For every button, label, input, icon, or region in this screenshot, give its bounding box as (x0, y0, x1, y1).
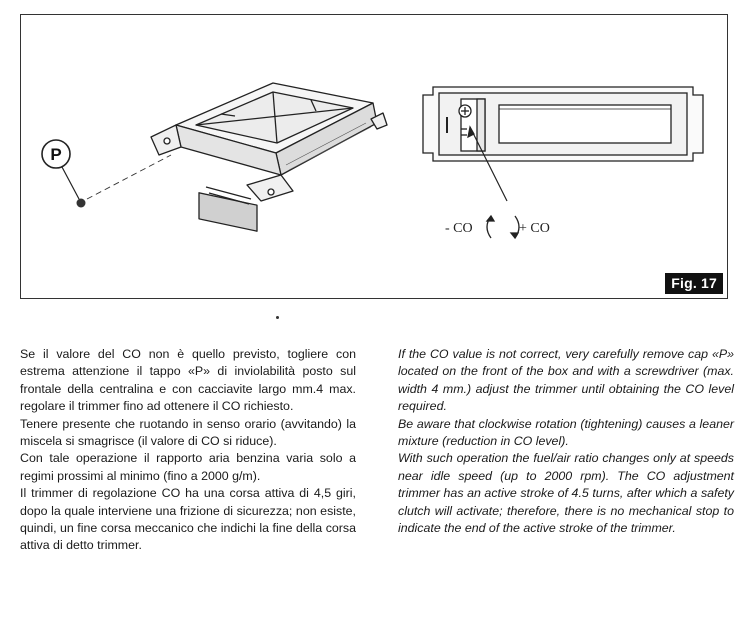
co-minus-label: - CO (445, 221, 473, 236)
figure-label: Fig. 17 (665, 273, 723, 294)
cap-p-callout (42, 140, 171, 208)
italian-paragraph: Tenere presente che ruotando in senso orario (avvitando) la miscela si smagrisce (il valore di CO si riduce). (20, 416, 356, 449)
cap-p-letter: P (50, 145, 62, 164)
front-panel-drawing (423, 87, 703, 161)
english-paragraph: Be aware that clockwise rotation (tightening) causes a leaner mixture (reduction in CO level). (398, 416, 734, 449)
rotation-icon (487, 216, 519, 238)
italian-paragraph: Il trimmer di regolazione CO ha una corsa attiva di 4,5 giri, dopo la quale interviene una frizione di sicurezza; non esiste, quindi, un fine corsa meccanico che indichi la fine della corsa attiva di detto trimmer. (20, 486, 356, 553)
ecu-box-drawing (151, 83, 387, 231)
italian-text-column (20, 346, 356, 555)
italian-paragraph: Se il valore del CO non è quello previsto, togliere con estrema attenzione il tappo «P» di inviolabilità posto sul frontale della centralina e con cacciavite largo mm.4 max. regolare il trimmer fino ad ottenere il CO richiesto. (20, 347, 356, 414)
co-plus-label: + CO (519, 221, 550, 236)
figure-17 (20, 14, 728, 299)
english-paragraph: With such operation the fuel/air ratio changes only at speeds near idle speed (up to 2000 rpm). The CO adjustment trimmer has an active stroke of 4.5 turns, after which a safety clutch will activate; therefore, there is no mechanical stop to indicate the end of the active stroke of the trimmer. (398, 451, 734, 536)
ecu-illustration (21, 15, 727, 298)
italian-paragraph: Con tale operazione il rapporto aria benzina varia solo a regimi prossimi al minimo (fino a 2000 g/m). (20, 451, 356, 483)
english-text-column (398, 346, 734, 537)
english-paragraph: If the CO value is not correct, very carefully remove cap «P» located on the front of the box and with a screwdriver (max. width 4 mm.) adjust the trimmer until obtaining the CO level required. (398, 347, 734, 414)
print-speck (276, 316, 279, 319)
cap-p-plug (77, 199, 86, 208)
